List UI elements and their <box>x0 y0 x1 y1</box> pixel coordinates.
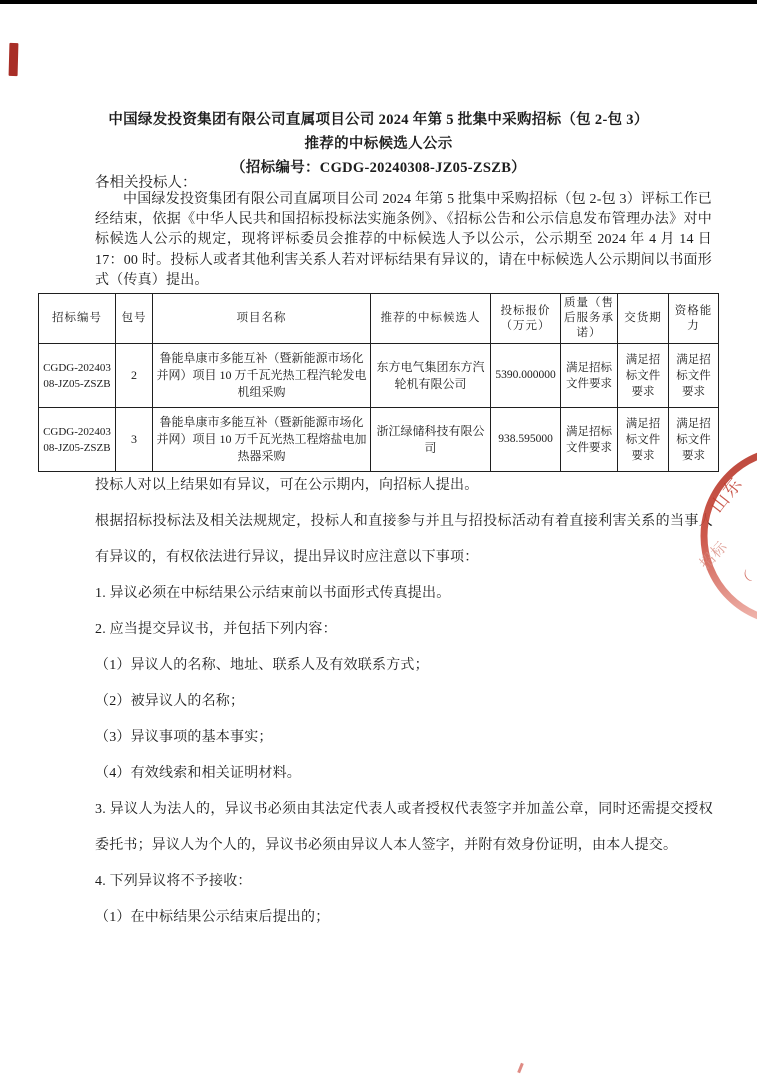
cell-price: 5390.000000 <box>491 344 561 408</box>
red-corner-stamp-mark <box>9 43 19 76</box>
cell-project: 鲁能阜康市多能互补（暨新能源市场化并网）项目 10 万千瓦光热工程汽轮发电机组采购 <box>153 344 371 408</box>
objection-instructions <box>95 468 713 936</box>
cell-package: 2 <box>116 344 153 408</box>
cell-quality: 满足招标文件要求 <box>561 344 618 408</box>
objection-line: （3）异议事项的基本事实； <box>95 730 273 745</box>
seal-text-paren: （ <box>734 569 755 590</box>
cell-candidate: 东方电气集团东方汽轮机有限公司 <box>371 344 491 408</box>
document-header <box>0 108 757 180</box>
tender-number: （招标编号：CGDG-20240308-JZ05-ZSZB） <box>231 160 526 176</box>
objection-line: （4）有效线索和相关证明材料。 <box>95 766 301 781</box>
cell-qualification: 满足招标文件要求 <box>669 344 719 408</box>
objection-line: 1. 异议必须在中标结果公示结束前以书面形式传真提出。 <box>95 586 451 601</box>
cell-delivery: 满足招标文件要求 <box>618 408 669 472</box>
col-header-delivery: 交货期 <box>618 294 669 344</box>
table-row <box>39 344 719 408</box>
objection-line: 根据招标投标法及相关法规规定，投标人和直接参与并且与招投标活动有着直接利害关系的当事人有异议的，有权依法进行异议，提出异议时应注意以下事项： <box>95 514 713 565</box>
objection-line: 投标人对以上结果如有异议，可在公示期内，向招标人提出。 <box>95 478 479 493</box>
col-header-price: 投标报价（万元） <box>491 294 561 344</box>
objection-line: 4. 下列异议将不予接收： <box>95 874 252 889</box>
cell-candidate: 浙江绿储科技有限公司 <box>371 408 491 472</box>
objection-line: （1）在中标结果公示结束后提出的； <box>95 910 330 925</box>
cell-delivery: 满足招标文件要求 <box>618 344 669 408</box>
objection-line: 2. 应当提交异议书，并包括下列内容： <box>95 622 337 637</box>
salutation: 各相关投标人： <box>95 175 197 191</box>
objection-line: 3. 异议人为法人的，异议书必须由其法定代表人或者授权代表签字并加盖公章，同时还需提交授权委托书；异议人为个人的，异议书必须由异议人本人签字，并附有效身份证明，由本人提交。 <box>95 802 713 853</box>
cell-bid-no: CGDG-20240308-JZ05-ZSZB <box>39 344 116 408</box>
cell-package: 3 <box>116 408 153 472</box>
cell-project: 鲁能阜康市多能互补（暨新能源市场化并网）项目 10 万千瓦光热工程熔盐电加热器采购 <box>153 408 371 472</box>
doc-title-line1: 中国绿发投资集团有限公司直属项目公司 2024 年第 5 批集中采购招标（包 2-包 3） <box>108 112 649 128</box>
intro-paragraph: 中国绿发投资集团有限公司直属项目公司 2024 年第 5 批集中采购招标（包 2-包 3）评标工作已经结束，依据《中华人民共和国招标投标法实施条例》、《招标公告和公示信息发布管理办法》对中标候选人公示的规定，现将评标委员会推荐的中标候选人予以公示，公示期至 2024 年 4 月 14 日 17：00 时。投标人或者其他利害关系人若对评标结果有异议的，请在中标候选人公示期间以书面形式（传真）提出。 <box>95 192 712 288</box>
col-header-qualification: 资格能力 <box>669 294 719 344</box>
objection-line: （1）异议人的名称、地址、联系人及有效联系方式； <box>95 658 429 673</box>
candidates-table <box>38 293 719 472</box>
doc-title-line2: 推荐的中标候选人公示 <box>304 136 453 152</box>
cell-qualification: 满足招标文件要求 <box>669 408 719 472</box>
table-row <box>39 408 719 472</box>
col-header-package: 包号 <box>116 294 153 344</box>
official-seal <box>688 448 757 633</box>
objection-line: （2）被异议人的名称； <box>95 694 245 709</box>
cell-price: 938.595000 <box>491 408 561 472</box>
cell-quality: 满足招标文件要求 <box>561 408 618 472</box>
col-header-candidate: 推荐的中标候选人 <box>371 294 491 344</box>
scan-edge-bar <box>0 0 757 4</box>
col-header-project: 项目名称 <box>153 294 371 344</box>
seal-text-region: 山东 <box>706 472 747 517</box>
cell-bid-no: CGDG-20240308-JZ05-ZSZB <box>39 408 116 472</box>
table-header-row <box>39 294 719 344</box>
col-header-bid-no: 招标编号 <box>39 294 116 344</box>
seal-graphic <box>688 448 757 633</box>
seal-text-agency: 招标 <box>697 538 732 573</box>
col-header-quality: 质量（售后服务承诺） <box>561 294 618 344</box>
red-artifact-mark <box>517 1063 524 1073</box>
